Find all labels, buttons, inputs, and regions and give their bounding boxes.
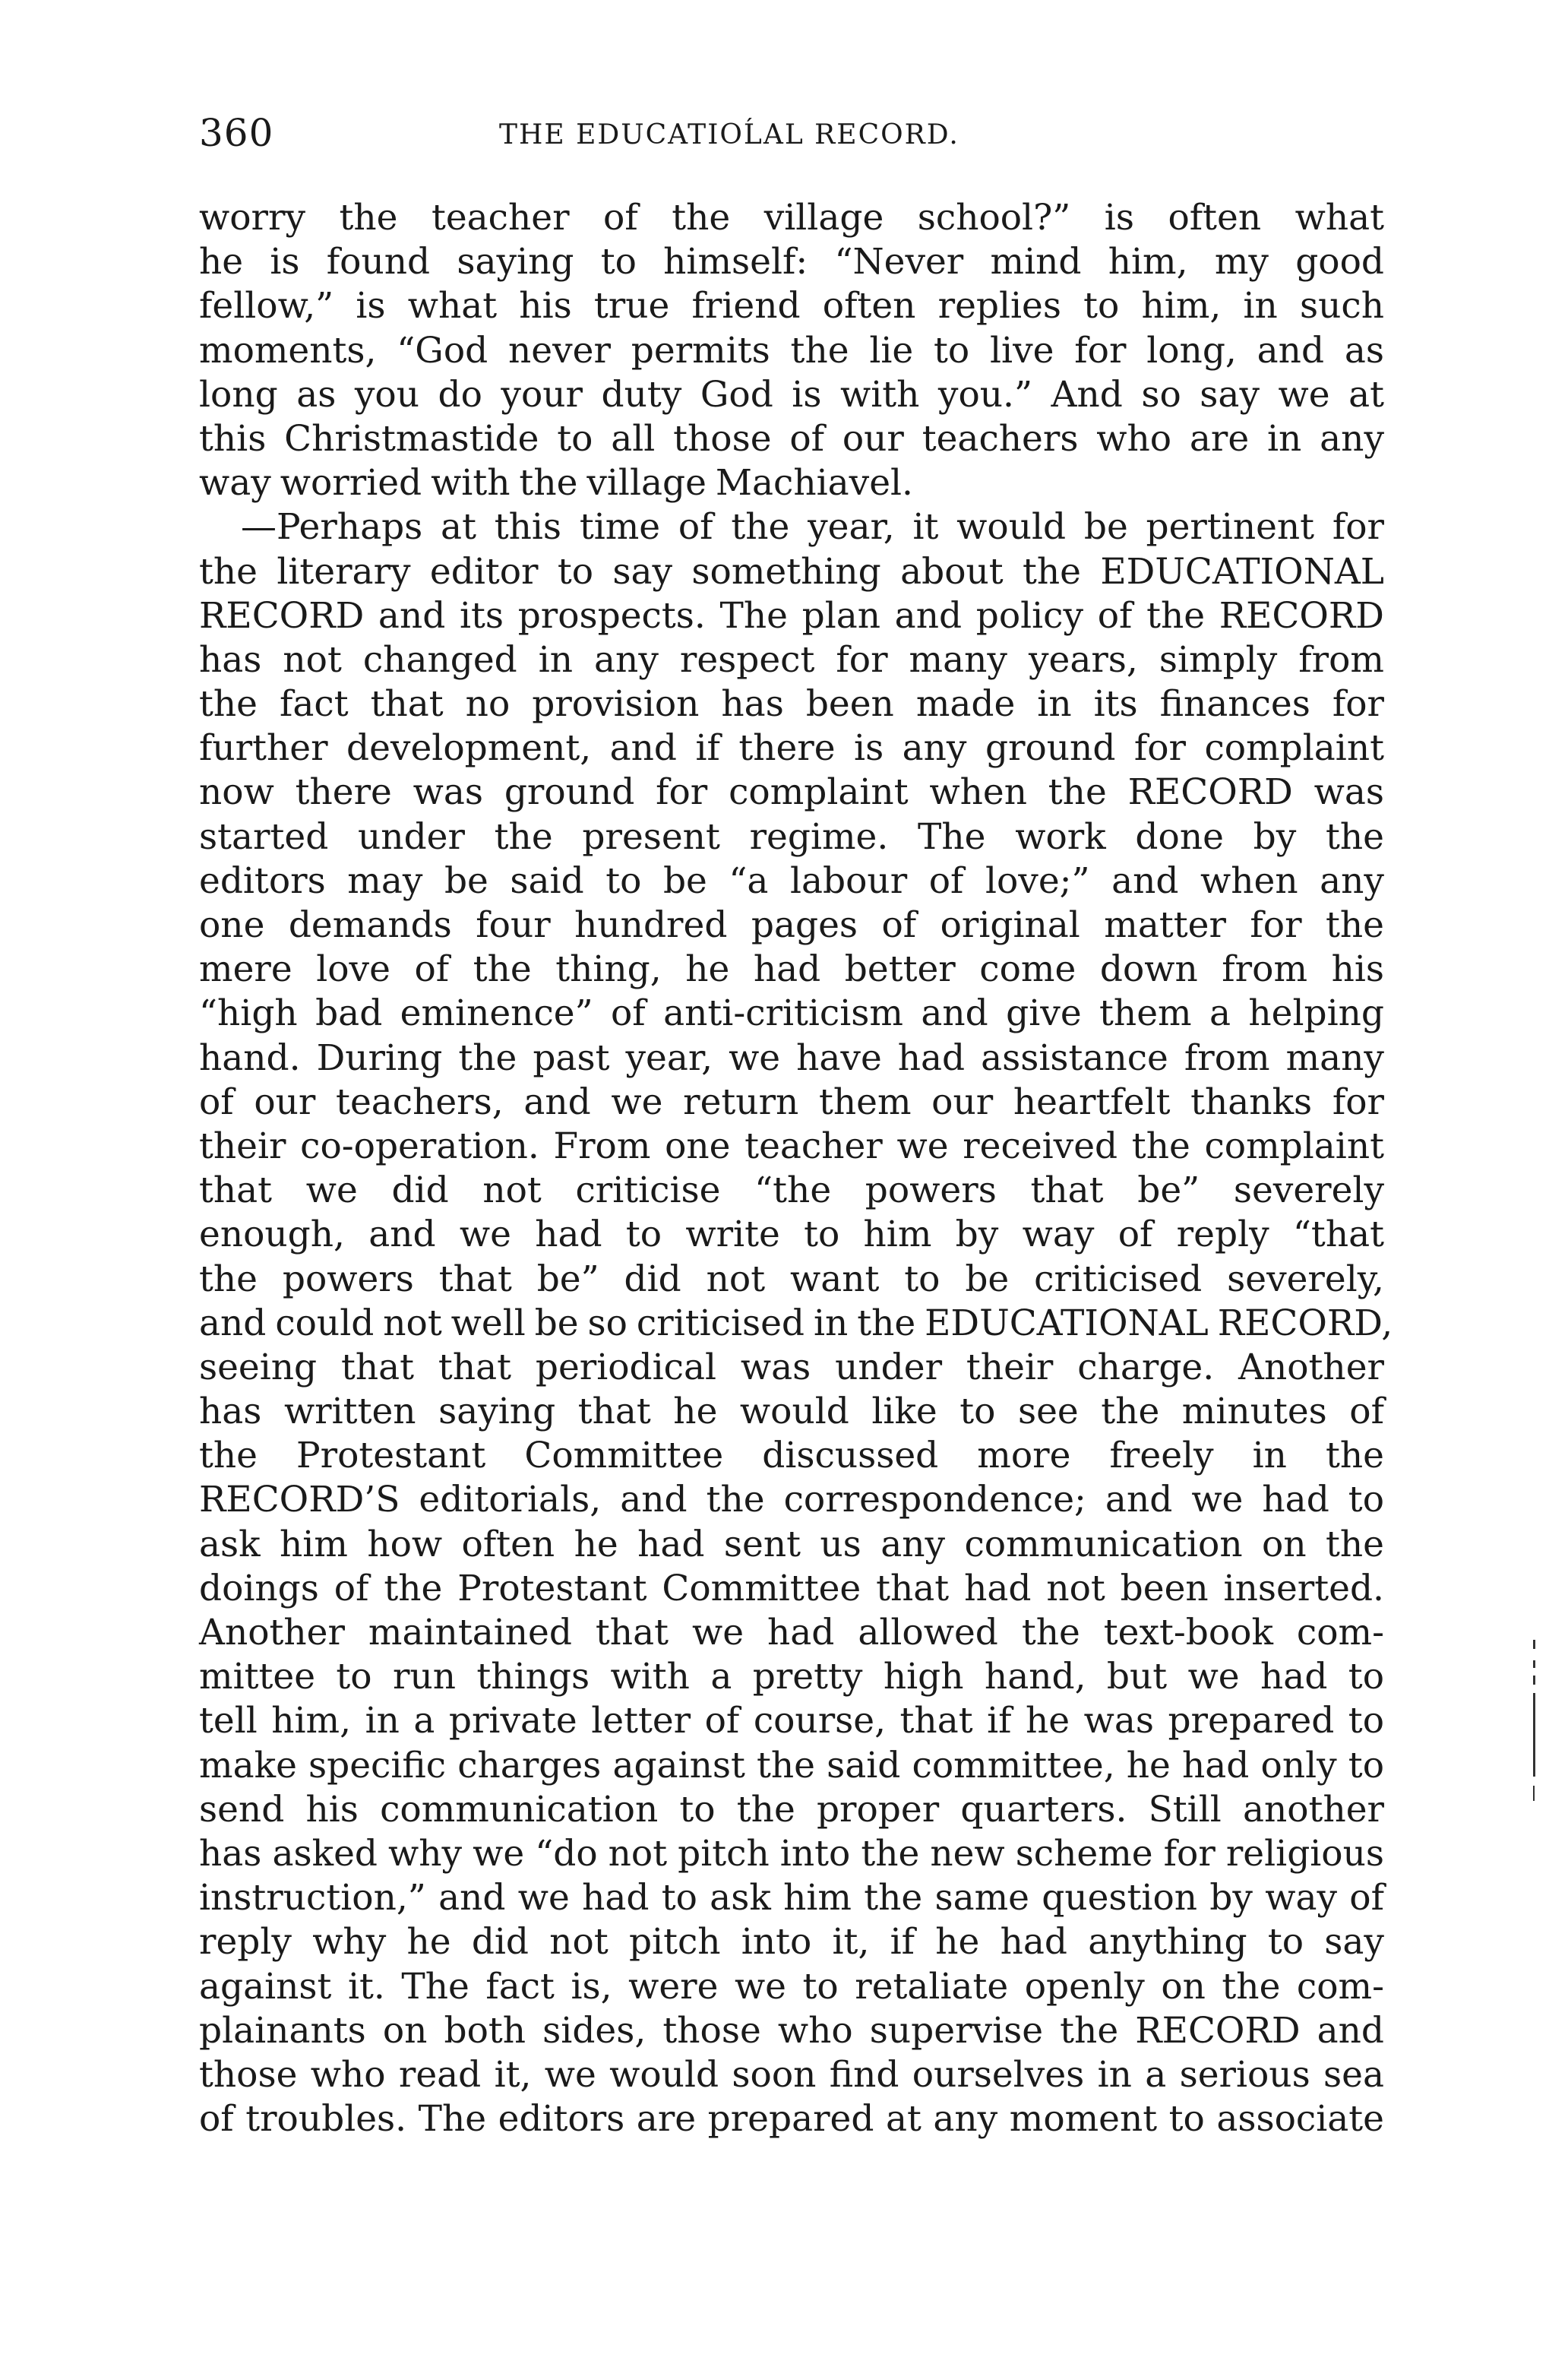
page-number: 360 [199, 111, 274, 155]
text-line: reply why he did not pitch into it, if he had anything to say [199, 1921, 1384, 1964]
text-line: those who read it, we would soon find ourselves in a serious sea [199, 2053, 1384, 2096]
text-line: way worried with the village Machiavel. [199, 462, 913, 505]
text-line: worry the teacher of the village school?” is often what [199, 197, 1384, 239]
text-line: instruction,” and we had to ask him the same question by way of [199, 1877, 1384, 1919]
text-line: mere love of the thing, he had better come down from his [199, 948, 1384, 991]
text-line: their co-operation. From one teacher we received the complaint [199, 1125, 1384, 1167]
body-text [199, 196, 1393, 2141]
text-line: “high bad eminence” of anti-criticism and give them a helping [199, 992, 1384, 1035]
text-line: has not changed in any respect for many years, simply from [199, 638, 1384, 681]
text-line: of our teachers, and we return them our heartfelt thanks for [199, 1081, 1384, 1123]
margin-mark [1533, 1786, 1535, 1801]
text-line: further development, and if there is any ground for complaint [199, 727, 1384, 770]
margin-mark [1533, 1676, 1535, 1685]
text-line: hand. During the past year, we have had assistance from many [199, 1036, 1384, 1079]
text-line: and could not well be so criticised in the EDUCATIONAL RECORD, [199, 1302, 1393, 1344]
text-line: ask him how often he had sent us any communication on the [199, 1523, 1384, 1565]
running-title: THE EDUCATIOĹAL RECORD. [499, 119, 959, 150]
text-line: editors may be said to be “a labour of love;” and when any [199, 859, 1384, 902]
text-line: mittee to run things with a pretty high hand, but we had to [199, 1656, 1384, 1698]
text-line: RECORD’S editorials, and the correspondence; and we had to [199, 1479, 1384, 1521]
text-line: the fact that no provision has been made in its finances for [199, 683, 1384, 726]
text-line: he is found saying to himself: “Never mind him, my good [199, 241, 1384, 283]
text-line: moments, “God never permits the lie to live for long, and as [199, 329, 1384, 372]
text-line: the literary editor to say something about the EDUCATIONAL [199, 550, 1384, 593]
text-line: this Christmastide to all those of our teachers who are in any [199, 417, 1384, 460]
text-line: tell him, in a private letter of course, that if he was prepared to [199, 1700, 1384, 1742]
text-line: Another maintained that we had allowed the text-book com- [199, 1612, 1384, 1653]
margin-mark [1533, 1660, 1535, 1668]
text-line: against it. The fact is, were we to retaliate openly on the com- [199, 1965, 1384, 2008]
text-line: enough, and we had to write to him by way of reply “that [199, 1214, 1384, 1256]
text-line: RECORD and its prospects. The plan and policy of the RECORD [199, 594, 1384, 637]
text-line: that we did not criticise “the powers that be” severely [199, 1169, 1384, 1212]
paragraph-start-line: —Perhaps at this time of the year, it would be pertinent for [241, 506, 1384, 549]
text-line: the Protestant Committee discussed more freely in the [199, 1435, 1384, 1477]
text-line: of troubles. The editors are prepared at any moment to associate [199, 2098, 1384, 2141]
text-line: has asked why we “do not pitch into the new scheme for religious [199, 1832, 1384, 1875]
text-line: plainants on both sides, those who supervise the RECORD and [199, 2009, 1384, 2052]
margin-mark [1533, 1640, 1535, 1649]
text-line: long as you do your duty God is with you.” And so say we at [199, 373, 1384, 416]
page-header [199, 106, 1384, 160]
text-line: fellow,” is what his true friend often replies to him, in such [199, 285, 1384, 328]
text-line: send his communication to the proper quarters. Still another [199, 1788, 1384, 1831]
text-line: the powers that be” did not want to be criticised severely, [199, 1258, 1384, 1300]
text-line: seeing that that periodical was under their charge. Another [199, 1346, 1384, 1388]
text-line: one demands four hundred pages of original matter for the [199, 904, 1384, 946]
text-line: has written saying that he would like to see the minutes of [199, 1391, 1384, 1433]
text-line: make specific charges against the said committee, he had only to [199, 1744, 1384, 1786]
text-line: now there was ground for complaint when the RECORD was [199, 771, 1384, 814]
text-line: started under the present regime. The work done by the [199, 815, 1384, 858]
margin-mark [1533, 1693, 1535, 1777]
text-line: doings of the Protestant Committee that had not been inserted. [199, 1567, 1384, 1609]
